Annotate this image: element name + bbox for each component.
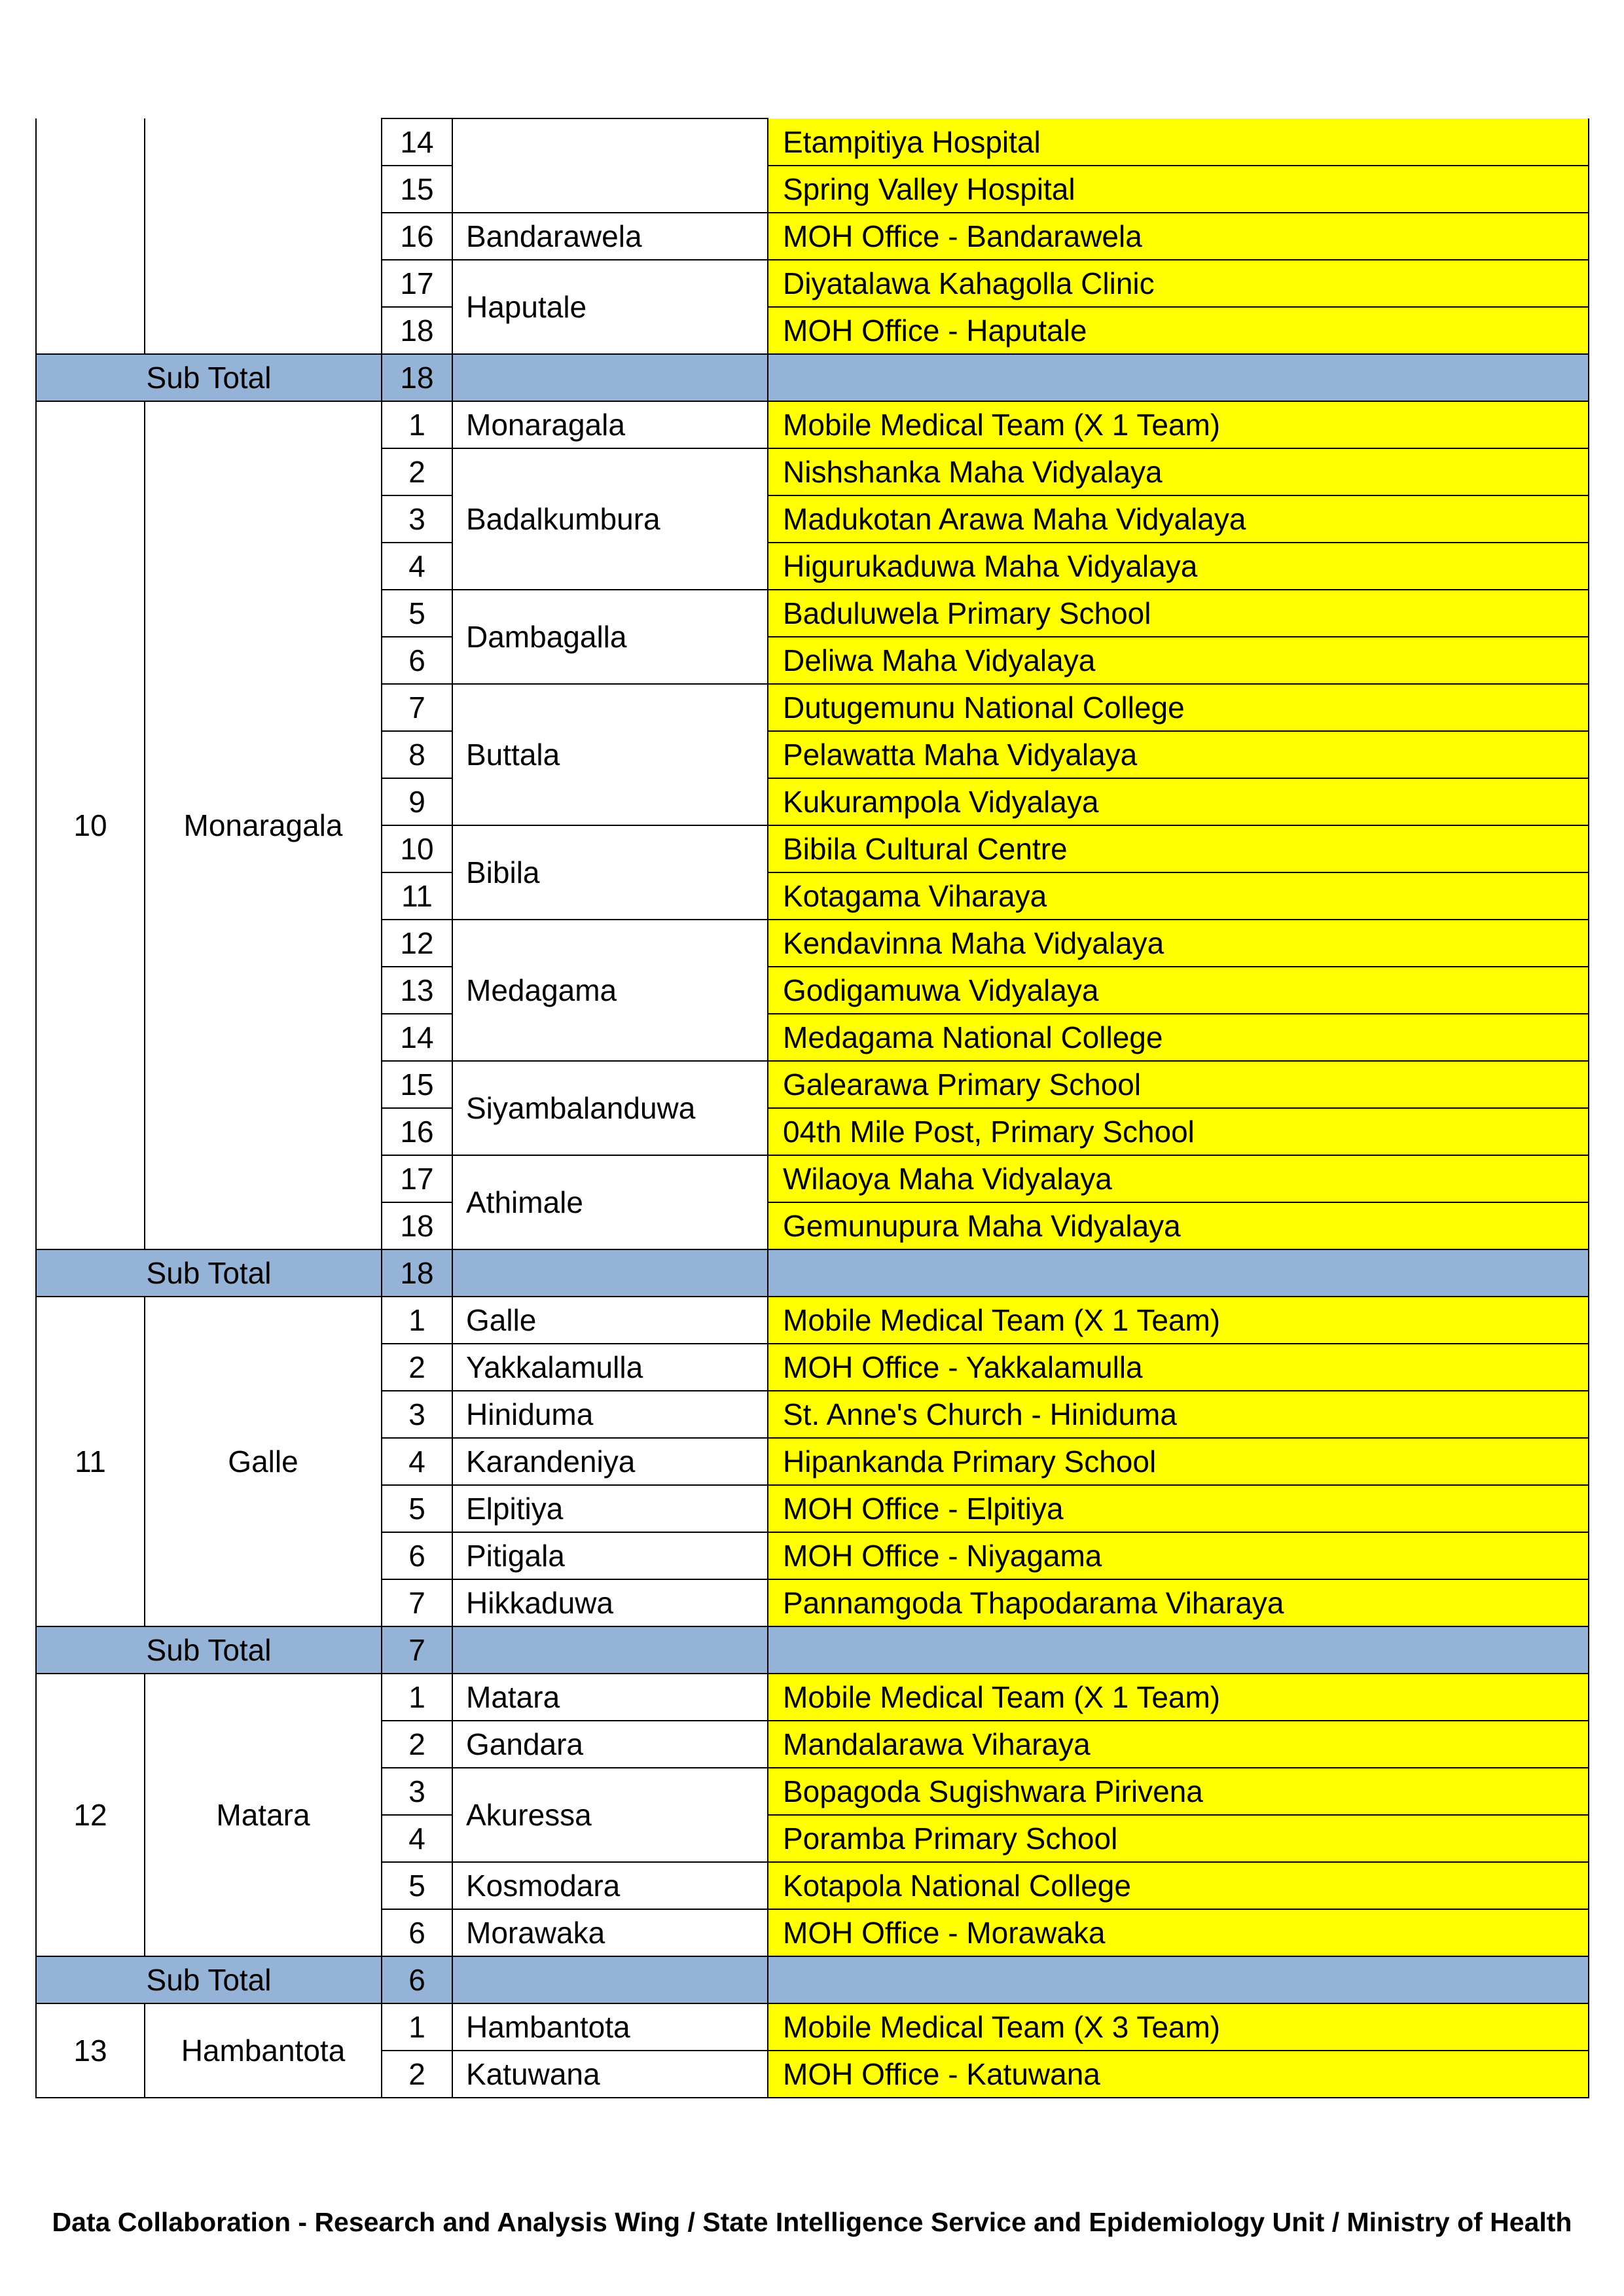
division-cell: Medagama bbox=[452, 920, 768, 1061]
site-name-cell: Galearawa Primary School bbox=[768, 1061, 1589, 1108]
subtotal-label: Sub Total bbox=[36, 354, 382, 401]
site-index-cell: 5 bbox=[382, 1862, 452, 1909]
site-index-cell: 6 bbox=[382, 1909, 452, 1956]
subtotal-empty-cell bbox=[768, 1956, 1589, 2003]
site-index-cell: 15 bbox=[382, 166, 452, 213]
district-sites-table bbox=[35, 118, 1589, 2098]
site-index-cell: 3 bbox=[382, 1391, 452, 1438]
site-name-cell: Baduluwela Primary School bbox=[768, 590, 1589, 637]
division-cell: Dambagalla bbox=[452, 590, 768, 684]
site-index-cell: 2 bbox=[382, 1721, 452, 1768]
site-index-cell: 18 bbox=[382, 1202, 452, 1249]
division-cell: Pitigala bbox=[452, 1532, 768, 1579]
site-index-cell: 16 bbox=[382, 213, 452, 260]
division-cell: Yakkalamulla bbox=[452, 1344, 768, 1391]
subtotal-row bbox=[36, 1249, 1589, 1297]
site-index-cell: 8 bbox=[382, 731, 452, 778]
site-index-cell: 15 bbox=[382, 1061, 452, 1108]
site-name-cell: Gemunupura Maha Vidyalaya bbox=[768, 1202, 1589, 1249]
division-cell: Matara bbox=[452, 1674, 768, 1721]
division-cell: Bibila bbox=[452, 825, 768, 920]
table-row bbox=[36, 1674, 1589, 1721]
subtotal-empty-cell bbox=[452, 1249, 768, 1297]
district-name-cell bbox=[145, 118, 382, 354]
subtotal-label: Sub Total bbox=[36, 1956, 382, 2003]
district-name-cell: Matara bbox=[145, 1674, 382, 1956]
subtotal-row bbox=[36, 354, 1589, 401]
site-name-cell: Dutugemunu National College bbox=[768, 684, 1589, 731]
table-row bbox=[36, 401, 1589, 448]
division-cell: Buttala bbox=[452, 684, 768, 825]
site-name-cell: MOH Office - Elpitiya bbox=[768, 1485, 1589, 1532]
site-name-cell: MOH Office - Bandarawela bbox=[768, 213, 1589, 260]
site-name-cell: Kendavinna Maha Vidyalaya bbox=[768, 920, 1589, 967]
site-index-cell: 5 bbox=[382, 1485, 452, 1532]
subtotal-empty-cell bbox=[452, 1626, 768, 1674]
site-index-cell: 2 bbox=[382, 2051, 452, 2098]
site-index-cell: 2 bbox=[382, 1344, 452, 1391]
subtotal-value: 7 bbox=[382, 1626, 452, 1674]
site-name-cell: Medagama National College bbox=[768, 1014, 1589, 1061]
subtotal-value: 18 bbox=[382, 1249, 452, 1297]
division-cell: Elpitiya bbox=[452, 1485, 768, 1532]
division-cell: Haputale bbox=[452, 260, 768, 354]
site-name-cell: Spring Valley Hospital bbox=[768, 166, 1589, 213]
site-name-cell: Nishshanka Maha Vidyalaya bbox=[768, 448, 1589, 495]
division-cell: Bandarawela bbox=[452, 213, 768, 260]
site-index-cell: 4 bbox=[382, 1815, 452, 1862]
division-cell bbox=[452, 118, 768, 213]
site-index-cell: 17 bbox=[382, 1155, 452, 1202]
district-number-cell bbox=[36, 118, 145, 354]
site-name-cell: Mobile Medical Team (X 1 Team) bbox=[768, 401, 1589, 448]
site-name-cell: MOH Office - Yakkalamulla bbox=[768, 1344, 1589, 1391]
division-cell: Karandeniya bbox=[452, 1438, 768, 1485]
division-cell: Hiniduma bbox=[452, 1391, 768, 1438]
site-name-cell: Pannamgoda Thapodarama Viharaya bbox=[768, 1579, 1589, 1626]
subtotal-empty-cell bbox=[452, 1956, 768, 2003]
subtotal-empty-cell bbox=[768, 354, 1589, 401]
district-name-cell: Monaragala bbox=[145, 401, 382, 1249]
site-index-cell: 17 bbox=[382, 260, 452, 307]
site-name-cell: MOH Office - Morawaka bbox=[768, 1909, 1589, 1956]
table-body bbox=[36, 118, 1589, 2098]
site-index-cell: 14 bbox=[382, 118, 452, 166]
site-index-cell: 1 bbox=[382, 2003, 452, 2051]
site-index-cell: 7 bbox=[382, 684, 452, 731]
division-cell: Monaragala bbox=[452, 401, 768, 448]
division-cell: Morawaka bbox=[452, 1909, 768, 1956]
table-row bbox=[36, 2003, 1589, 2051]
site-index-cell: 4 bbox=[382, 543, 452, 590]
site-index-cell: 11 bbox=[382, 872, 452, 920]
site-index-cell: 16 bbox=[382, 1108, 452, 1155]
division-cell: Gandara bbox=[452, 1721, 768, 1768]
site-name-cell: Wilaoya Maha Vidyalaya bbox=[768, 1155, 1589, 1202]
site-name-cell: 04th Mile Post, Primary School bbox=[768, 1108, 1589, 1155]
division-cell: Akuressa bbox=[452, 1768, 768, 1862]
site-name-cell: MOH Office - Haputale bbox=[768, 307, 1589, 354]
site-index-cell: 1 bbox=[382, 1674, 452, 1721]
site-index-cell: 2 bbox=[382, 448, 452, 495]
division-cell: Badalkumbura bbox=[452, 448, 768, 590]
division-cell: Hambantota bbox=[452, 2003, 768, 2051]
site-name-cell: Deliwa Maha Vidyalaya bbox=[768, 637, 1589, 684]
site-index-cell: 4 bbox=[382, 1438, 452, 1485]
district-name-cell: Galle bbox=[145, 1297, 382, 1626]
subtotal-value: 6 bbox=[382, 1956, 452, 2003]
site-index-cell: 13 bbox=[382, 967, 452, 1014]
division-cell: Siyambalanduwa bbox=[452, 1061, 768, 1155]
subtotal-label: Sub Total bbox=[36, 1249, 382, 1297]
site-index-cell: 9 bbox=[382, 778, 452, 825]
division-cell: Galle bbox=[452, 1297, 768, 1344]
district-number-cell: 10 bbox=[36, 401, 145, 1249]
district-number-cell: 13 bbox=[36, 2003, 145, 2098]
site-name-cell: Higurukaduwa Maha Vidyalaya bbox=[768, 543, 1589, 590]
division-cell: Athimale bbox=[452, 1155, 768, 1249]
site-index-cell: 6 bbox=[382, 637, 452, 684]
site-name-cell: Diyatalawa Kahagolla Clinic bbox=[768, 260, 1589, 307]
subtotal-row bbox=[36, 1956, 1589, 2003]
site-index-cell: 10 bbox=[382, 825, 452, 872]
site-name-cell: Mobile Medical Team (X 1 Team) bbox=[768, 1297, 1589, 1344]
site-name-cell: Poramba Primary School bbox=[768, 1815, 1589, 1862]
division-cell: Hikkaduwa bbox=[452, 1579, 768, 1626]
site-name-cell: Madukotan Arawa Maha Vidyalaya bbox=[768, 495, 1589, 543]
site-name-cell: Mobile Medical Team (X 1 Team) bbox=[768, 1674, 1589, 1721]
site-name-cell: MOH Office - Katuwana bbox=[768, 2051, 1589, 2098]
site-name-cell: Bopagoda Sugishwara Pirivena bbox=[768, 1768, 1589, 1815]
site-name-cell: Hipankanda Primary School bbox=[768, 1438, 1589, 1485]
site-index-cell: 3 bbox=[382, 495, 452, 543]
division-cell: Kosmodara bbox=[452, 1862, 768, 1909]
site-name-cell: Bibila Cultural Centre bbox=[768, 825, 1589, 872]
subtotal-empty-cell bbox=[768, 1626, 1589, 1674]
district-name-cell: Hambantota bbox=[145, 2003, 382, 2098]
site-name-cell: Etampitiya Hospital bbox=[768, 118, 1589, 166]
page-footer: Data Collaboration - Research and Analysis Wing / State Intelligence Service and Epidemiology Unit / Ministry of Health bbox=[52, 2207, 1572, 2237]
subtotal-label: Sub Total bbox=[36, 1626, 382, 1674]
site-name-cell: Kotagama Viharaya bbox=[768, 872, 1589, 920]
table-row bbox=[36, 1297, 1589, 1344]
subtotal-empty-cell bbox=[452, 354, 768, 401]
subtotal-empty-cell bbox=[768, 1249, 1589, 1297]
site-name-cell: Godigamuwa Vidyalaya bbox=[768, 967, 1589, 1014]
district-number-cell: 11 bbox=[36, 1297, 145, 1626]
division-cell: Katuwana bbox=[452, 2051, 768, 2098]
district-number-cell: 12 bbox=[36, 1674, 145, 1956]
site-index-cell: 12 bbox=[382, 920, 452, 967]
site-index-cell: 3 bbox=[382, 1768, 452, 1815]
subtotal-value: 18 bbox=[382, 354, 452, 401]
site-index-cell: 18 bbox=[382, 307, 452, 354]
site-name-cell: MOH Office - Niyagama bbox=[768, 1532, 1589, 1579]
site-index-cell: 14 bbox=[382, 1014, 452, 1061]
site-name-cell: Mandalarawa Viharaya bbox=[768, 1721, 1589, 1768]
site-index-cell: 6 bbox=[382, 1532, 452, 1579]
site-name-cell: St. Anne's Church - Hiniduma bbox=[768, 1391, 1589, 1438]
site-name-cell: Mobile Medical Team (X 3 Team) bbox=[768, 2003, 1589, 2051]
site-index-cell: 7 bbox=[382, 1579, 452, 1626]
site-index-cell: 1 bbox=[382, 401, 452, 448]
site-name-cell: Kotapola National College bbox=[768, 1862, 1589, 1909]
site-index-cell: 1 bbox=[382, 1297, 452, 1344]
site-index-cell: 5 bbox=[382, 590, 452, 637]
site-name-cell: Kukurampola Vidyalaya bbox=[768, 778, 1589, 825]
subtotal-row bbox=[36, 1626, 1589, 1674]
site-name-cell: Pelawatta Maha Vidyalaya bbox=[768, 731, 1589, 778]
table-row bbox=[36, 118, 1589, 166]
